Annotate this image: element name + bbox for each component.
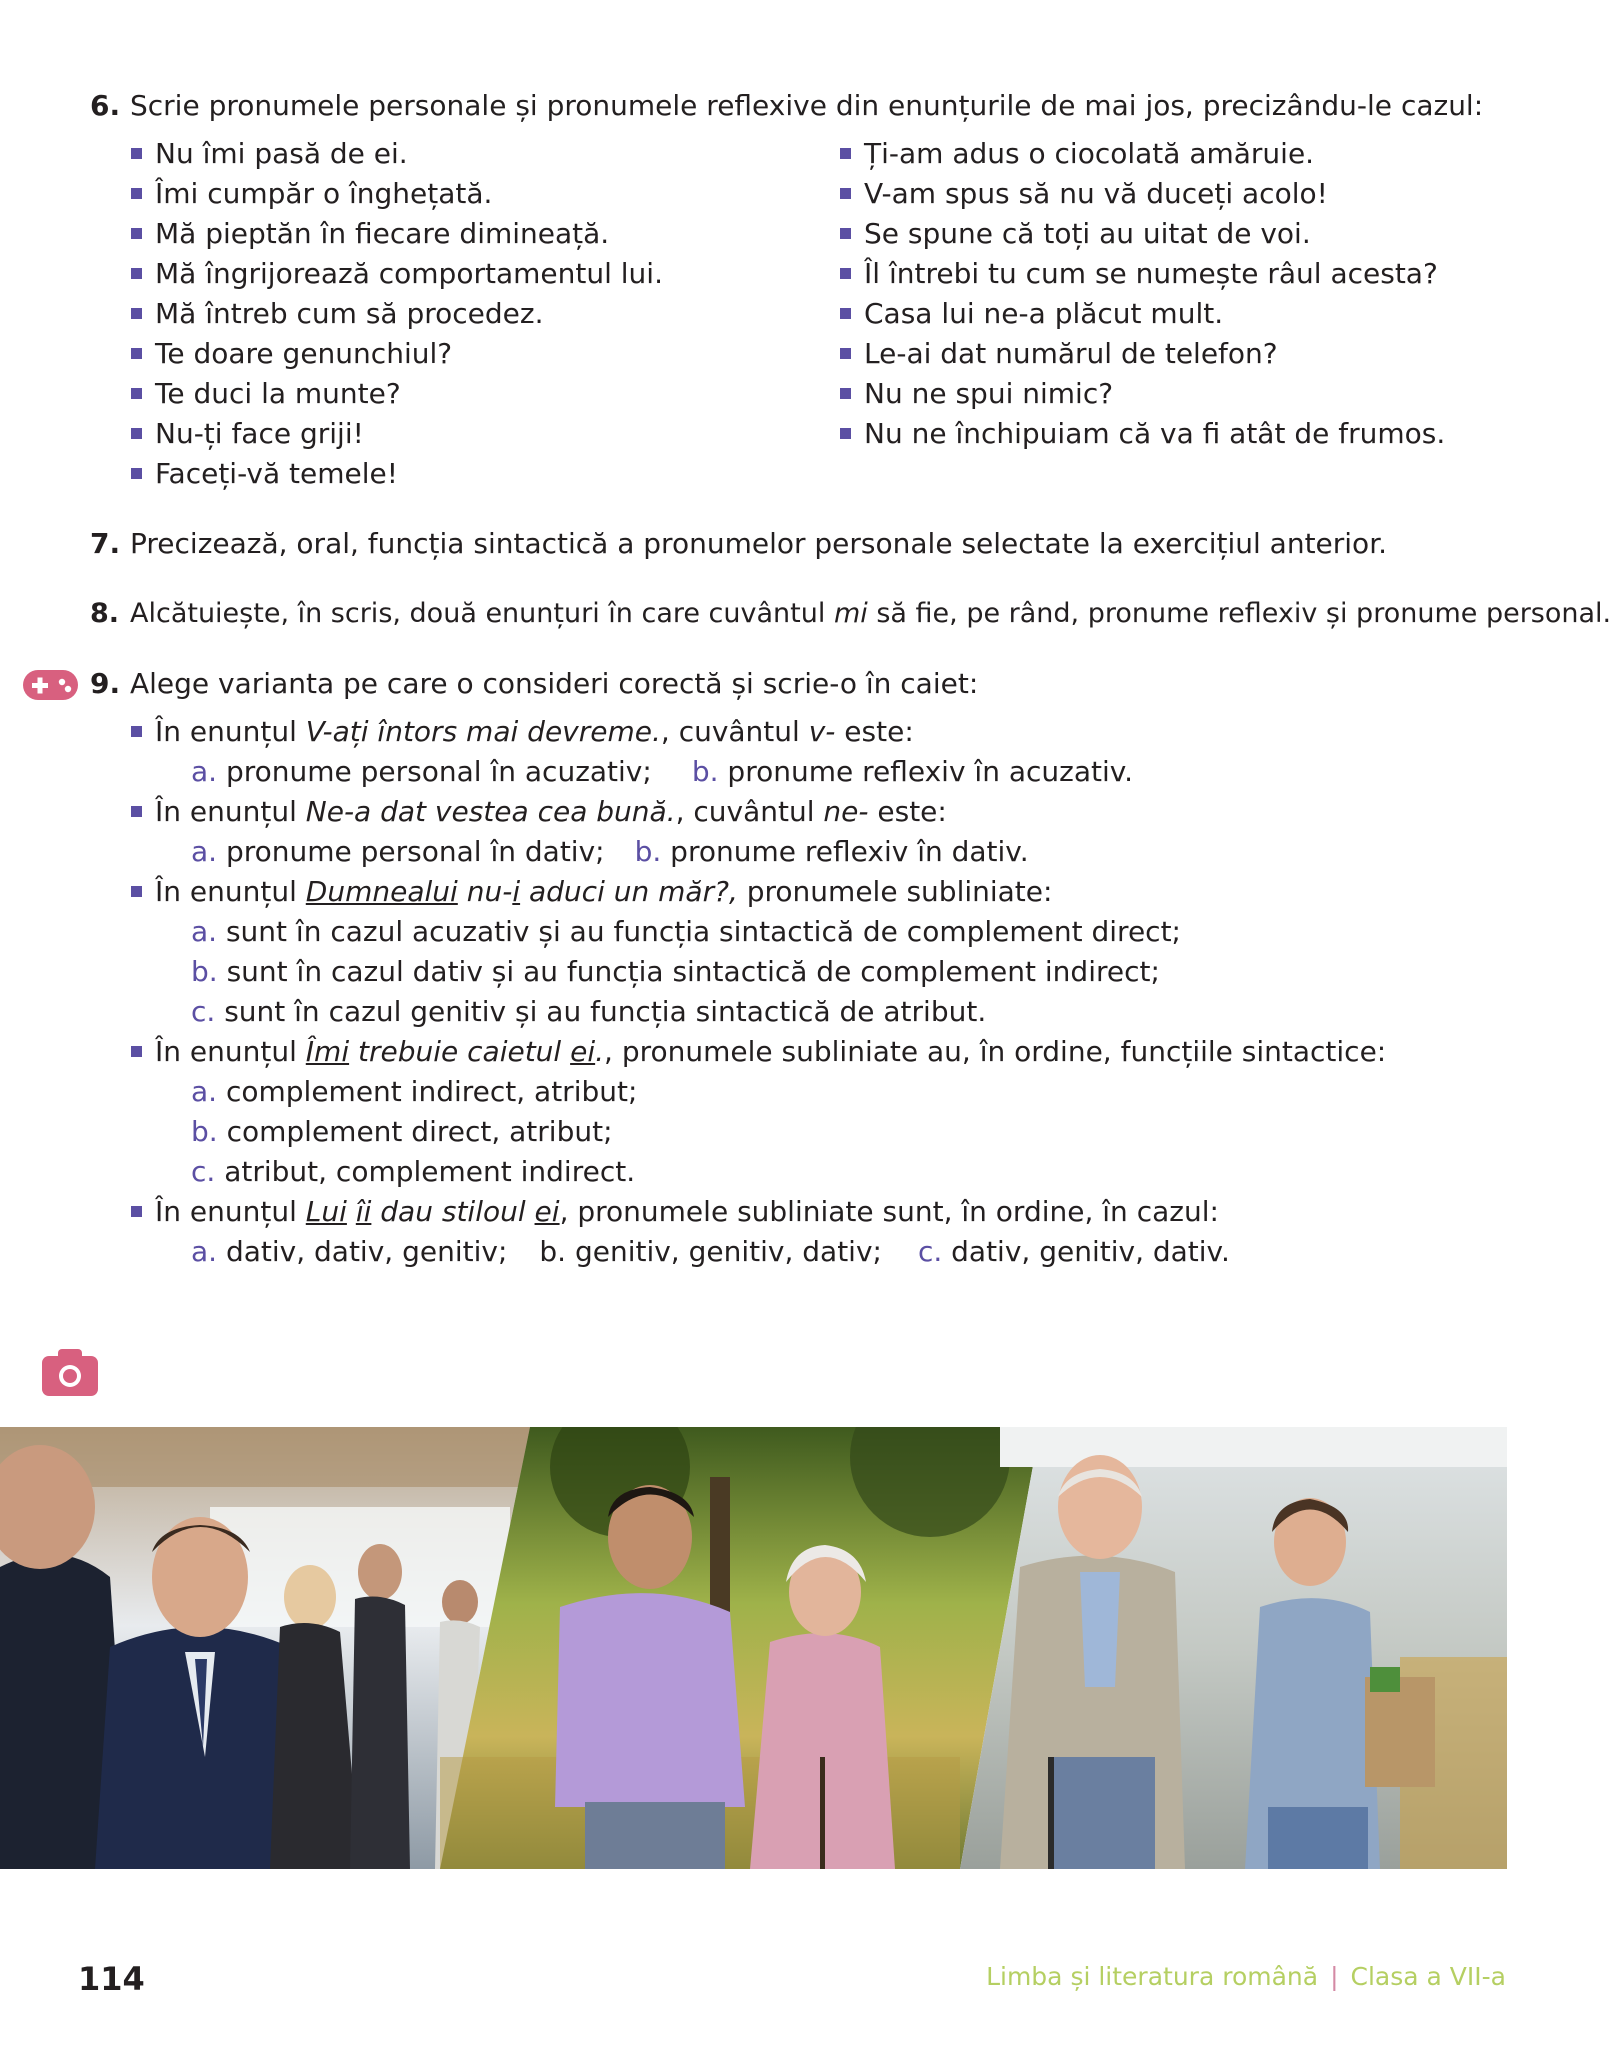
list-item: Te duci la munte? — [131, 376, 401, 412]
list-item: V-am spus să nu vă duceți acolo! — [840, 176, 1328, 212]
bullet-icon — [131, 726, 142, 737]
question-2: În enunțul Ne-a dat vestea cea bună., cuvântul ne- este: — [131, 794, 947, 830]
question-2-options: a. pronume personal în dativ; b. pronume reflexiv în dativ. — [191, 835, 1029, 868]
photo-market-couple — [960, 1427, 1507, 1869]
bullet-icon — [131, 268, 142, 279]
question-4-option-a: a. complement indirect, atribut; — [191, 1075, 638, 1108]
bullet-icon — [840, 428, 851, 439]
list-item: Nu ne spui nimic? — [840, 376, 1113, 412]
question-3: În enunțul Dumnealui nu-i aduci un măr?, pronumele subliniate: — [131, 874, 1052, 910]
bullet-icon — [131, 228, 142, 239]
question-1: În enunțul V-ați întors mai devreme., cuvântul v- este: — [131, 714, 914, 750]
bullet-icon — [131, 806, 142, 817]
bullet-icon — [840, 388, 851, 399]
exercise-8: 8. Alcătuiește, în scris, două enunțuri în care cuvântul mi să fie, pe rând, pronume reflexiv și pronume personal. — [90, 598, 1612, 629]
footer-separator: | — [1330, 1962, 1339, 1991]
list-item: Le-ai dat numărul de telefon? — [840, 336, 1278, 372]
question-4-option-b: b. complement direct, atribut; — [191, 1115, 613, 1148]
bullet-icon — [840, 188, 851, 199]
list-item: Faceți-vă temele! — [131, 456, 398, 492]
list-item: Te doare genunchiul? — [131, 336, 452, 372]
bullet-icon — [840, 348, 851, 359]
list-item: Se spune că toți au uitat de voi. — [840, 216, 1311, 252]
question-5-options: a. dativ, dativ, genitiv; b. genitiv, genitiv, dativ; c. dativ, genitiv, dativ. — [191, 1235, 1230, 1268]
list-item: Mă îngrijorează comportamentul lui. — [131, 256, 663, 292]
bullet-icon — [131, 886, 142, 897]
bullet-icon — [131, 468, 142, 479]
list-item: Nu-ți face griji! — [131, 416, 364, 452]
bullet-icon — [131, 1046, 142, 1057]
bullet-icon — [131, 1206, 142, 1217]
list-item: Casa lui ne-a plăcut mult. — [840, 296, 1223, 332]
bullet-icon — [131, 348, 142, 359]
photo-collage-illustration — [0, 1427, 1507, 1869]
list-item: Mă pieptăn în fiecare dimineață. — [131, 216, 609, 252]
bullet-icon — [840, 228, 851, 239]
question-3-option-c: c. sunt în cazul genitiv și au funcția sintactică de atribut. — [191, 995, 987, 1028]
bullet-icon — [840, 308, 851, 319]
bullet-icon — [131, 188, 142, 199]
ex9-instruction: 9. Alege varianta pe care o consideri corectă și scrie-o în caiet: — [90, 667, 979, 700]
bullet-icon — [131, 308, 142, 319]
list-item: Îmi cumpăr o înghețată. — [131, 176, 492, 212]
bullet-icon — [840, 268, 851, 279]
list-item: Îl întrebi tu cum se numește râul acesta? — [840, 256, 1438, 292]
list-item: Nu îmi pasă de ei. — [131, 136, 408, 172]
footer-grade: Clasa a VII-a — [1350, 1962, 1506, 1991]
bullet-icon — [131, 428, 142, 439]
exercise-7: 7. Precizează, oral, funcția sintactică a pronumelor personale selectate la exercițiul anterior. — [90, 527, 1388, 560]
camera-icon — [40, 1346, 100, 1398]
photo-collage — [0, 1427, 1507, 1869]
question-5: În enunțul Lui îi dau stiloul ei, pronumele subliniate sunt, în ordine, în cazul: — [131, 1194, 1219, 1230]
bullet-icon — [131, 148, 142, 159]
footer — [986, 1962, 1506, 1991]
ex6-instruction: 6. Scrie pronumele personale și pronumele reflexive din enunțurile de mai jos, precizându-le cazul: — [90, 89, 1484, 122]
list-item: Nu ne închipuiam că va fi atât de frumos. — [840, 416, 1445, 452]
list-item: Mă întreb cum să procedez. — [131, 296, 544, 332]
question-4-option-c: c. atribut, complement indirect. — [191, 1155, 636, 1188]
gamepad-icon — [22, 668, 79, 702]
question-1-options: a. pronume personal în acuzativ; b. pronume reflexiv în acuzativ. — [191, 755, 1134, 788]
list-item: Ți-am adus o ciocolată amăruie. — [840, 136, 1314, 172]
question-4: În enunțul Îmi trebuie caietul ei., pronumele subliniate au, în ordine, funcțiile sintactice: — [131, 1034, 1386, 1070]
page-number: 114 — [78, 1960, 145, 1998]
bullet-icon — [131, 388, 142, 399]
photo-park-elderly-woman — [440, 1427, 1040, 1869]
bullet-icon — [840, 148, 851, 159]
question-3-option-b: b. sunt în cazul dativ și au funcția sintactică de complement indirect; — [191, 955, 1160, 988]
question-3-option-a: a. sunt în cazul acuzativ și au funcția sintactică de complement direct; — [191, 915, 1181, 948]
footer-subject: Limba și literatura română — [986, 1962, 1319, 1991]
